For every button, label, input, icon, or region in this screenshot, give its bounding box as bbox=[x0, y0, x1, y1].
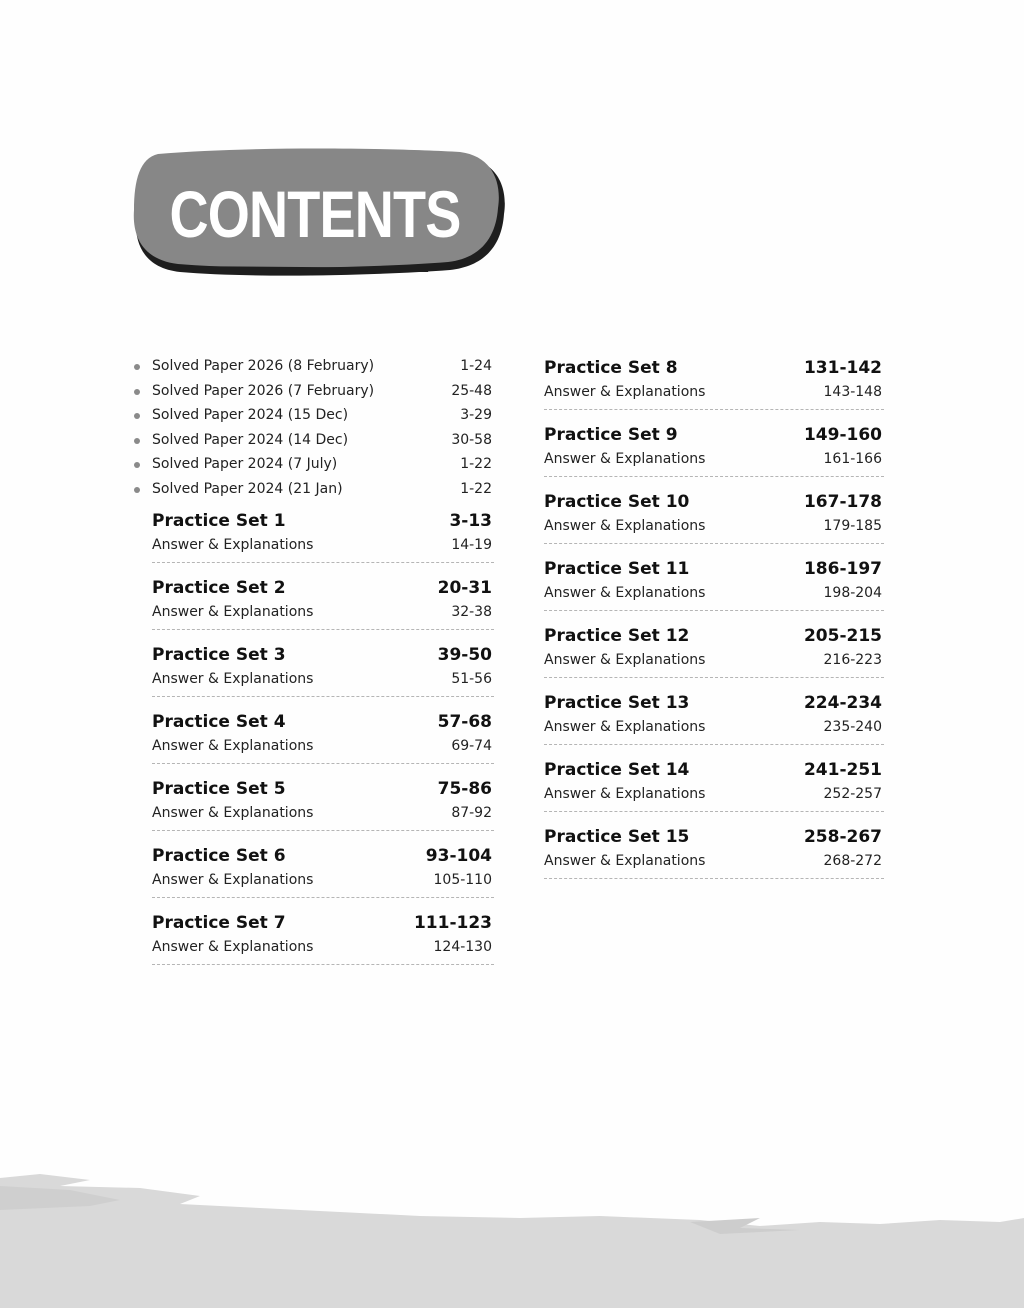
dashed-divider bbox=[152, 964, 494, 965]
answer-page-range: 268-272 bbox=[823, 853, 882, 869]
answer-label: Answer & Explanations bbox=[544, 652, 706, 668]
dashed-divider bbox=[152, 897, 494, 898]
dashed-divider bbox=[152, 763, 494, 764]
answer-page-range: 51-56 bbox=[451, 670, 492, 687]
solved-paper-label: Solved Paper 2026 (7 February) bbox=[152, 382, 375, 399]
answer-label: Answer & Explanations bbox=[152, 536, 314, 553]
solved-paper-label: Solved Paper 2024 (21 Jan) bbox=[152, 480, 343, 497]
solved-paper-label: Solved Paper 2024 (7 July) bbox=[152, 456, 338, 473]
practice-set-entry bbox=[544, 691, 882, 758]
page-range: 167-178 bbox=[803, 492, 882, 512]
list-item bbox=[130, 452, 492, 477]
answer-page-range: 198-204 bbox=[823, 585, 882, 601]
page-range: 75-86 bbox=[437, 778, 492, 799]
answer-page-range: 252-257 bbox=[823, 786, 882, 802]
practice-set-title: Practice Set 8 bbox=[544, 358, 678, 378]
answer-label: Answer & Explanations bbox=[544, 853, 706, 869]
answer-page-range: 87-92 bbox=[451, 804, 492, 821]
solved-paper-label: Solved Paper 2024 (14 Dec) bbox=[152, 431, 349, 448]
dashed-divider bbox=[544, 744, 884, 745]
page-range: 241-251 bbox=[803, 760, 882, 780]
practice-set-title: Practice Set 1 bbox=[152, 510, 286, 531]
practice-set-entry bbox=[544, 557, 882, 624]
page-range: 3-29 bbox=[460, 407, 492, 424]
page-title: CONTENTS bbox=[169, 177, 461, 251]
dashed-divider bbox=[152, 830, 494, 831]
answer-label: Answer & Explanations bbox=[152, 603, 314, 620]
bullet-icon bbox=[134, 364, 140, 370]
practice-set-entry bbox=[152, 710, 492, 777]
page-range: 1-24 bbox=[460, 358, 492, 374]
page-range: 57-68 bbox=[437, 711, 492, 732]
practice-set-title: Practice Set 4 bbox=[152, 711, 286, 732]
bullet-icon bbox=[134, 487, 140, 493]
answer-label: Answer & Explanations bbox=[152, 871, 314, 888]
dashed-divider bbox=[544, 409, 884, 410]
practice-set-entry bbox=[544, 825, 882, 892]
bullet-icon bbox=[134, 462, 140, 468]
page-range: 3-13 bbox=[449, 510, 492, 531]
answer-label: Answer & Explanations bbox=[152, 938, 314, 955]
answer-page-range: 235-240 bbox=[823, 719, 882, 735]
page-range: 111-123 bbox=[413, 912, 492, 933]
practice-set-entry bbox=[544, 758, 882, 825]
bullet-icon bbox=[134, 389, 140, 395]
answer-page-range: 32-38 bbox=[451, 603, 492, 620]
practice-set-title: Practice Set 2 bbox=[152, 577, 286, 598]
answer-page-range: 161-166 bbox=[823, 451, 882, 467]
answer-label: Answer & Explanations bbox=[152, 737, 314, 754]
practice-set-entry bbox=[544, 356, 882, 423]
dashed-divider bbox=[544, 543, 884, 544]
answer-label: Answer & Explanations bbox=[152, 670, 314, 687]
page-range: 30-58 bbox=[451, 431, 492, 448]
bullet-icon bbox=[134, 438, 140, 444]
page-range: 258-267 bbox=[803, 827, 882, 847]
page-range: 224-234 bbox=[803, 693, 882, 713]
practice-set-title: Practice Set 6 bbox=[152, 845, 286, 866]
solved-paper-label: Solved Paper 2026 (8 February) bbox=[152, 358, 375, 374]
dashed-divider bbox=[544, 878, 884, 879]
practice-set-entry bbox=[544, 423, 882, 490]
answer-label: Answer & Explanations bbox=[152, 804, 314, 821]
answer-page-range: 124-130 bbox=[433, 938, 492, 955]
list-item bbox=[130, 354, 492, 379]
page-range: 149-160 bbox=[803, 425, 882, 445]
page-range: 205-215 bbox=[803, 626, 882, 646]
page-range: 1-22 bbox=[460, 456, 492, 473]
answer-label: Answer & Explanations bbox=[544, 786, 706, 802]
practice-set-title: Practice Set 5 bbox=[152, 778, 286, 799]
practice-set-entry bbox=[544, 624, 882, 691]
practice-set-title: Practice Set 3 bbox=[152, 644, 286, 665]
practice-set-entry bbox=[152, 777, 492, 844]
practice-set-title: Practice Set 15 bbox=[544, 827, 690, 847]
page-range: 20-31 bbox=[437, 577, 492, 598]
answer-page-range: 14-19 bbox=[451, 536, 492, 553]
answer-label: Answer & Explanations bbox=[544, 384, 706, 400]
bullet-icon bbox=[134, 413, 140, 419]
page-range: 131-142 bbox=[803, 358, 882, 378]
dashed-divider bbox=[152, 629, 494, 630]
page-range: 39-50 bbox=[437, 644, 492, 665]
practice-set-entry bbox=[152, 643, 492, 710]
page-range: 25-48 bbox=[451, 382, 492, 399]
practice-set-title: Practice Set 7 bbox=[152, 912, 286, 933]
practice-set-title: Practice Set 9 bbox=[544, 425, 678, 445]
contents-right-column bbox=[544, 356, 882, 892]
practice-set-title: Practice Set 11 bbox=[544, 559, 690, 579]
practice-set-entry bbox=[152, 844, 492, 911]
answer-label: Answer & Explanations bbox=[544, 719, 706, 735]
practice-set-title: Practice Set 10 bbox=[544, 492, 690, 512]
dashed-divider bbox=[152, 562, 494, 563]
answer-label: Answer & Explanations bbox=[544, 585, 706, 601]
solved-papers-list bbox=[130, 354, 492, 502]
list-item bbox=[130, 428, 492, 453]
dashed-divider bbox=[544, 811, 884, 812]
practice-set-entry bbox=[544, 490, 882, 557]
list-item bbox=[130, 477, 492, 502]
answer-page-range: 105-110 bbox=[433, 871, 492, 888]
answer-page-range: 143-148 bbox=[823, 384, 882, 400]
answer-page-range: 216-223 bbox=[823, 652, 882, 668]
dashed-divider bbox=[544, 677, 884, 678]
answer-page-range: 179-185 bbox=[823, 518, 882, 534]
footer-brush-stroke bbox=[0, 1160, 1024, 1308]
page-range: 186-197 bbox=[803, 559, 882, 579]
dashed-divider bbox=[544, 610, 884, 611]
list-item bbox=[130, 403, 492, 428]
practice-set-title: Practice Set 13 bbox=[544, 693, 690, 713]
answer-page-range: 69-74 bbox=[451, 737, 492, 754]
practice-set-entry bbox=[152, 509, 492, 576]
dashed-divider bbox=[544, 476, 884, 477]
solved-paper-label: Solved Paper 2024 (15 Dec) bbox=[152, 407, 349, 424]
practice-set-entry bbox=[152, 911, 492, 978]
list-item bbox=[130, 379, 492, 404]
page-range: 93-104 bbox=[425, 845, 492, 866]
contents-left-column bbox=[130, 354, 492, 978]
answer-label: Answer & Explanations bbox=[544, 451, 706, 467]
contents-banner bbox=[130, 148, 510, 280]
page-range: 1-22 bbox=[460, 480, 492, 497]
answer-label: Answer & Explanations bbox=[544, 518, 706, 534]
practice-set-title: Practice Set 14 bbox=[544, 760, 690, 780]
dashed-divider bbox=[152, 696, 494, 697]
practice-set-title: Practice Set 12 bbox=[544, 626, 690, 646]
practice-set-entry bbox=[152, 576, 492, 643]
